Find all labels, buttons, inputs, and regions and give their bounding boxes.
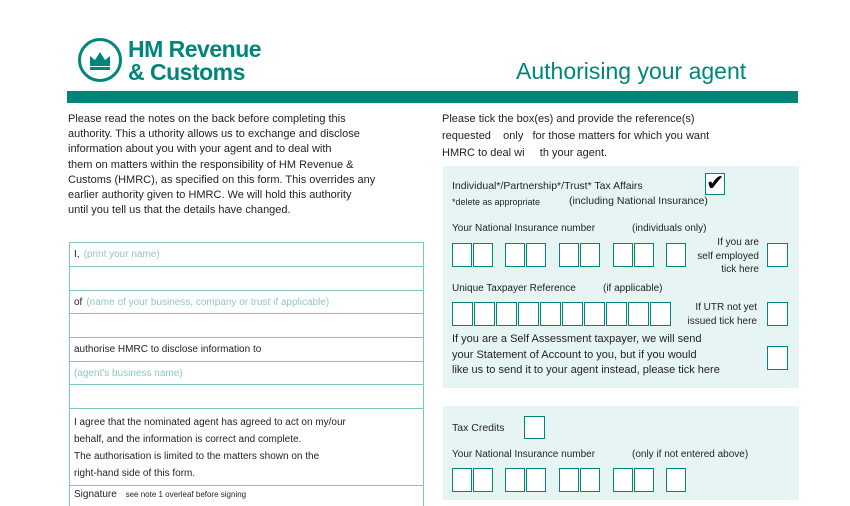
- header-divider-bar: [67, 91, 798, 103]
- nino-digit-box[interactable]: [634, 243, 654, 267]
- tax-credits-title: Tax Credits: [452, 422, 505, 434]
- utr-digit-box[interactable]: [606, 302, 627, 326]
- utr-digit-box[interactable]: [518, 302, 539, 326]
- intro-line: earlier authority given to HMRC. We will hold this authority: [68, 189, 352, 202]
- nino-note: (individuals only): [632, 223, 707, 234]
- tc-nino-digit-box[interactable]: [473, 468, 493, 492]
- brand-logo: [128, 38, 261, 84]
- utr-digit-box[interactable]: [474, 302, 495, 326]
- logo-line-1: HM Revenue: [128, 36, 262, 62]
- intro-line: information about you with your agent and to deal with: [68, 143, 332, 156]
- page-title: Authorising your agent: [516, 58, 747, 84]
- utr-digit-box[interactable]: [496, 302, 517, 326]
- utr-not-yet-line: If UTR not yet: [695, 302, 757, 313]
- utr-not-issued-checkbox[interactable]: [767, 302, 788, 326]
- signature-label: Signature: [74, 489, 117, 500]
- sa-line: If you are a Self Assessment taxpayer, we will send: [452, 333, 702, 345]
- utr-not-yet-text: [679, 301, 757, 329]
- tc-nino-digit-box[interactable]: [580, 468, 600, 492]
- name-field[interactable]: [70, 243, 423, 267]
- right-intro-text: [442, 111, 792, 162]
- nino-digit-box[interactable]: [559, 243, 579, 267]
- agree-line: I agree that the nominated agent has agreed to act on my/our: [74, 417, 346, 428]
- individual-checkbox[interactable]: [705, 173, 725, 195]
- including-ni-note: (including National Insurance): [569, 195, 708, 207]
- utr-note: (if applicable): [603, 283, 663, 294]
- tc-nino-digit-box[interactable]: [559, 468, 579, 492]
- utr-digit-box[interactable]: [562, 302, 583, 326]
- name-label: I,: [74, 249, 80, 260]
- self-assessment-text: [452, 332, 720, 379]
- nino-label: Your National Insurance number: [452, 223, 596, 234]
- tick-mark: ✔: [706, 171, 725, 196]
- utr-label: Unique Taxpayer Reference: [452, 283, 576, 294]
- nino-digit-box[interactable]: [452, 243, 472, 267]
- utr-not-yet-line: issued tick here: [687, 316, 757, 327]
- intro-line: Customs (HMRC), as specified on this form. This overrides any: [68, 173, 376, 186]
- tc-nino-digit-box[interactable]: [526, 468, 546, 492]
- crown-logo-icon: [78, 38, 122, 82]
- agent-name-field[interactable]: [70, 362, 423, 385]
- tc-nino-digit-box[interactable]: [452, 468, 472, 492]
- tax-credits-panel: [443, 406, 799, 500]
- business-label: of: [74, 296, 83, 308]
- signature-note: see note 1 overleaf before signing: [125, 490, 247, 499]
- nino-digit-box[interactable]: [505, 243, 525, 267]
- business-field-line-2[interactable]: [70, 314, 423, 338]
- authorise-label: authorise HMRC to disclose information to: [74, 344, 262, 355]
- left-intro-text: [68, 112, 403, 218]
- logo-line-2: & Customs: [128, 59, 245, 85]
- agree-line: behalf, and the information is correct and complete.: [74, 434, 302, 445]
- nino-digit-box[interactable]: [473, 243, 493, 267]
- agree-line: The authorisation is limited to the matters shown on the: [74, 451, 320, 462]
- intro-line: until you tell us that the details have changed.: [68, 204, 291, 217]
- intro-line: authority. This a uthority allows us to exchange and disclose: [68, 128, 360, 141]
- sa-line: like us to send it to your agent instead, please tick here: [452, 364, 720, 376]
- utr-digit-box[interactable]: [584, 302, 605, 326]
- name-field-line-2[interactable]: [70, 267, 423, 291]
- intro-line: Please read the notes on the back before completing this: [68, 113, 346, 125]
- tc-nino-digit-box[interactable]: [505, 468, 525, 492]
- individual-title: Individual*/Partnership*/Trust* Tax Affairs: [452, 180, 643, 192]
- agent-name-field-line-2[interactable]: [70, 385, 423, 409]
- tc-nino-letter-box[interactable]: [666, 468, 686, 492]
- nino-digit-box[interactable]: [613, 243, 633, 267]
- tc-nino-digit-box[interactable]: [634, 468, 654, 492]
- right-intro-line: HMRC to deal wi th your agent.: [442, 147, 608, 159]
- nino-digit-box[interactable]: [526, 243, 546, 267]
- signature-field[interactable]: [70, 486, 423, 506]
- name-hint: (print your name): [83, 249, 160, 260]
- utr-digit-box[interactable]: [628, 302, 649, 326]
- delete-note: *delete as appropriate: [452, 197, 541, 207]
- self-employed-line: self employed: [697, 250, 759, 262]
- nino-digit-box[interactable]: [580, 243, 600, 267]
- utr-digit-box[interactable]: [452, 302, 473, 326]
- tax-credits-checkbox[interactable]: [524, 416, 545, 439]
- agree-line: right-hand side of this form.: [74, 468, 196, 479]
- authority-form: [69, 242, 424, 506]
- tc-nino-digit-box[interactable]: [613, 468, 633, 492]
- utr-digit-box[interactable]: [650, 302, 671, 326]
- sa-statement-checkbox[interactable]: [767, 346, 788, 370]
- business-hint: (name of your business, company or trust if applicable): [86, 296, 330, 308]
- agent-name-hint: (agent's business name): [74, 367, 183, 379]
- self-employed-line: tick here: [721, 264, 759, 275]
- individual-tax-panel: [443, 166, 799, 388]
- sa-line: your Statement of Account to you, but if you would: [452, 348, 697, 361]
- agreement-text: [70, 409, 423, 486]
- right-intro-line: requested only for those matters for which you want: [442, 130, 710, 142]
- nino-letter-box[interactable]: [666, 243, 686, 267]
- right-intro-line: Please tick the box(es) and provide the reference(s): [442, 113, 695, 125]
- self-employed-text: [689, 236, 759, 277]
- utr-digit-box[interactable]: [540, 302, 561, 326]
- self-employed-line: If you are: [717, 237, 759, 248]
- self-employed-checkbox[interactable]: [767, 243, 788, 267]
- authorise-row: [70, 338, 423, 362]
- business-field[interactable]: [70, 291, 423, 314]
- tc-nino-label: Your National Insurance number: [452, 449, 596, 460]
- tc-nino-note: (only if not entered above): [632, 449, 749, 460]
- intro-line: them on matters within the responsibility of HM Revenue &: [68, 158, 354, 171]
